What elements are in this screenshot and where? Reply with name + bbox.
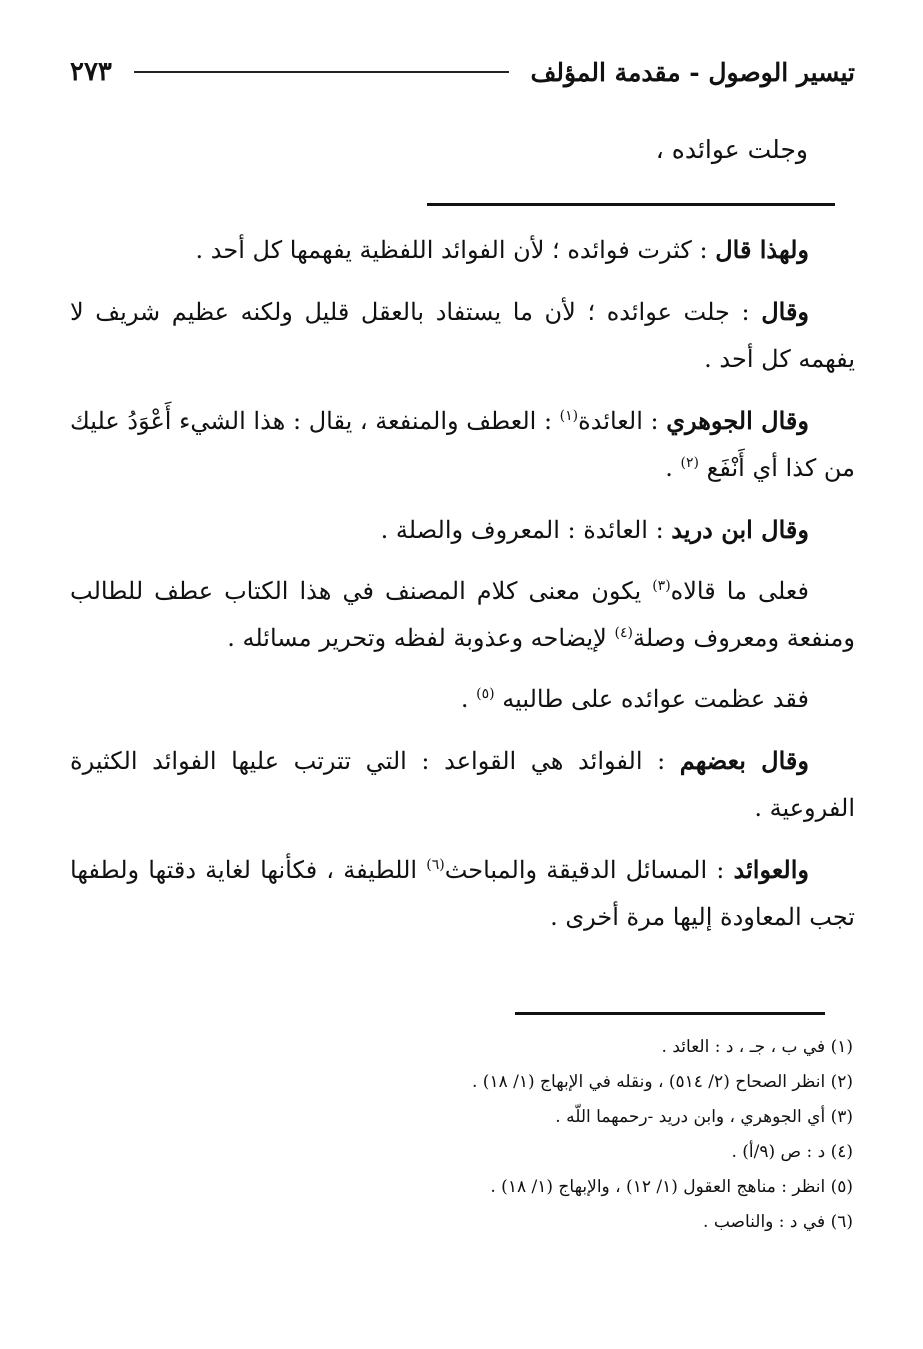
paragraph bbox=[70, 226, 855, 274]
footnote-ref[interactable]: (٣) bbox=[652, 578, 671, 594]
paragraph-lead: وقال ابن دريد bbox=[671, 515, 809, 544]
header-title: تيسير الوصول - مقدمة المؤلف bbox=[530, 57, 855, 87]
paragraph-lead: والعوائد bbox=[733, 855, 809, 884]
footnotes bbox=[70, 1030, 853, 1240]
page-number: ٢٧٣ bbox=[70, 57, 112, 87]
footnote-ref[interactable]: (٤) bbox=[614, 625, 633, 641]
paragraph-text: فعلى ما قالاه bbox=[670, 577, 809, 605]
paragraph bbox=[70, 288, 855, 383]
paragraph bbox=[70, 676, 855, 723]
footnote: (٣) أي الجوهري ، وابن دريد -رحمهما اللّه . bbox=[555, 1107, 853, 1127]
paragraph bbox=[70, 737, 855, 832]
paragraph bbox=[70, 397, 855, 492]
paragraph-text: : كثرت فوائده ؛ لأن الفوائد اللفظية يفهمها كل أحد . bbox=[195, 236, 716, 264]
paragraph-text: لإيضاحه وعذوبة لفظه وتحرير مسائله . bbox=[227, 624, 615, 652]
footnote: (٤) د : ص (٩/أ) . bbox=[731, 1142, 853, 1162]
footnote-ref[interactable]: (٦) bbox=[426, 857, 445, 873]
footnote: (٥) انظر : مناهج العقول (١/ ١٢) ، والإبهاج (١/ ١٨) . bbox=[490, 1177, 853, 1197]
paragraph-text: اللطيفة ، فكأنها لغاية دقتها ولطفها تجب المعاودة إليها مرة أخرى . bbox=[70, 856, 855, 931]
footnote: (٦) في د : والناصب . bbox=[703, 1212, 853, 1232]
main-text bbox=[70, 226, 855, 955]
footnote-divider bbox=[515, 1012, 825, 1015]
paragraph-text: يكون معنى كلام المصنف في هذا الكتاب عطف للطالب ومنفعة ومعروف وصلة bbox=[70, 577, 855, 652]
footnote: (٢) انظر الصحاح (٢/ ٥١٤) ، ونقله في الإبهاج (١/ ١٨) . bbox=[472, 1072, 853, 1092]
paragraph-lead: وقال bbox=[761, 297, 809, 326]
paragraph-text: : جلت عوائده ؛ لأن ما يستفاد بالعقل قليل ولكنه عظيم شريف لا يفهمه كل أحد . bbox=[70, 298, 855, 373]
paragraph-text: . bbox=[460, 685, 477, 713]
verse-divider bbox=[427, 203, 835, 206]
footnote-ref[interactable]: (٢) bbox=[680, 455, 699, 471]
paragraph-text: . bbox=[665, 454, 681, 482]
paragraph-text: : العائدة : المعروف والصلة . bbox=[380, 516, 672, 544]
footnote-ref[interactable]: (٥) bbox=[476, 686, 495, 702]
paragraph-text: : العائدة bbox=[578, 407, 667, 435]
paragraph bbox=[70, 846, 855, 941]
paragraph bbox=[70, 568, 855, 662]
header-divider bbox=[134, 71, 509, 73]
running-header bbox=[70, 52, 855, 92]
paragraph bbox=[70, 506, 855, 554]
footnote: (١) في ب ، جـ ، د : العائد . bbox=[661, 1037, 853, 1057]
paragraph-lead: وقال الجوهري bbox=[666, 406, 809, 435]
paragraph-text: فقد عظمت عوائده على طالبيه bbox=[494, 685, 809, 713]
verse-line: وجلت عوائده ، bbox=[655, 135, 808, 164]
paragraph-lead: ولهذا قال bbox=[715, 235, 809, 264]
paragraph-text: : الفوائد هي القواعد : التي تترتب عليها الفوائد الكثيرة الفروعية . bbox=[70, 747, 855, 822]
paragraph-text: : العطف والمنفعة ، يقال : هذا الشيء أَعْوَدُ عليك من كذا أي أَنْفَع bbox=[70, 407, 855, 482]
paragraph-lead: وقال بعضهم bbox=[679, 746, 809, 775]
paragraph-text: : المسائل الدقيقة والمباحث bbox=[444, 856, 734, 884]
footnote-ref[interactable]: (١) bbox=[559, 408, 579, 424]
